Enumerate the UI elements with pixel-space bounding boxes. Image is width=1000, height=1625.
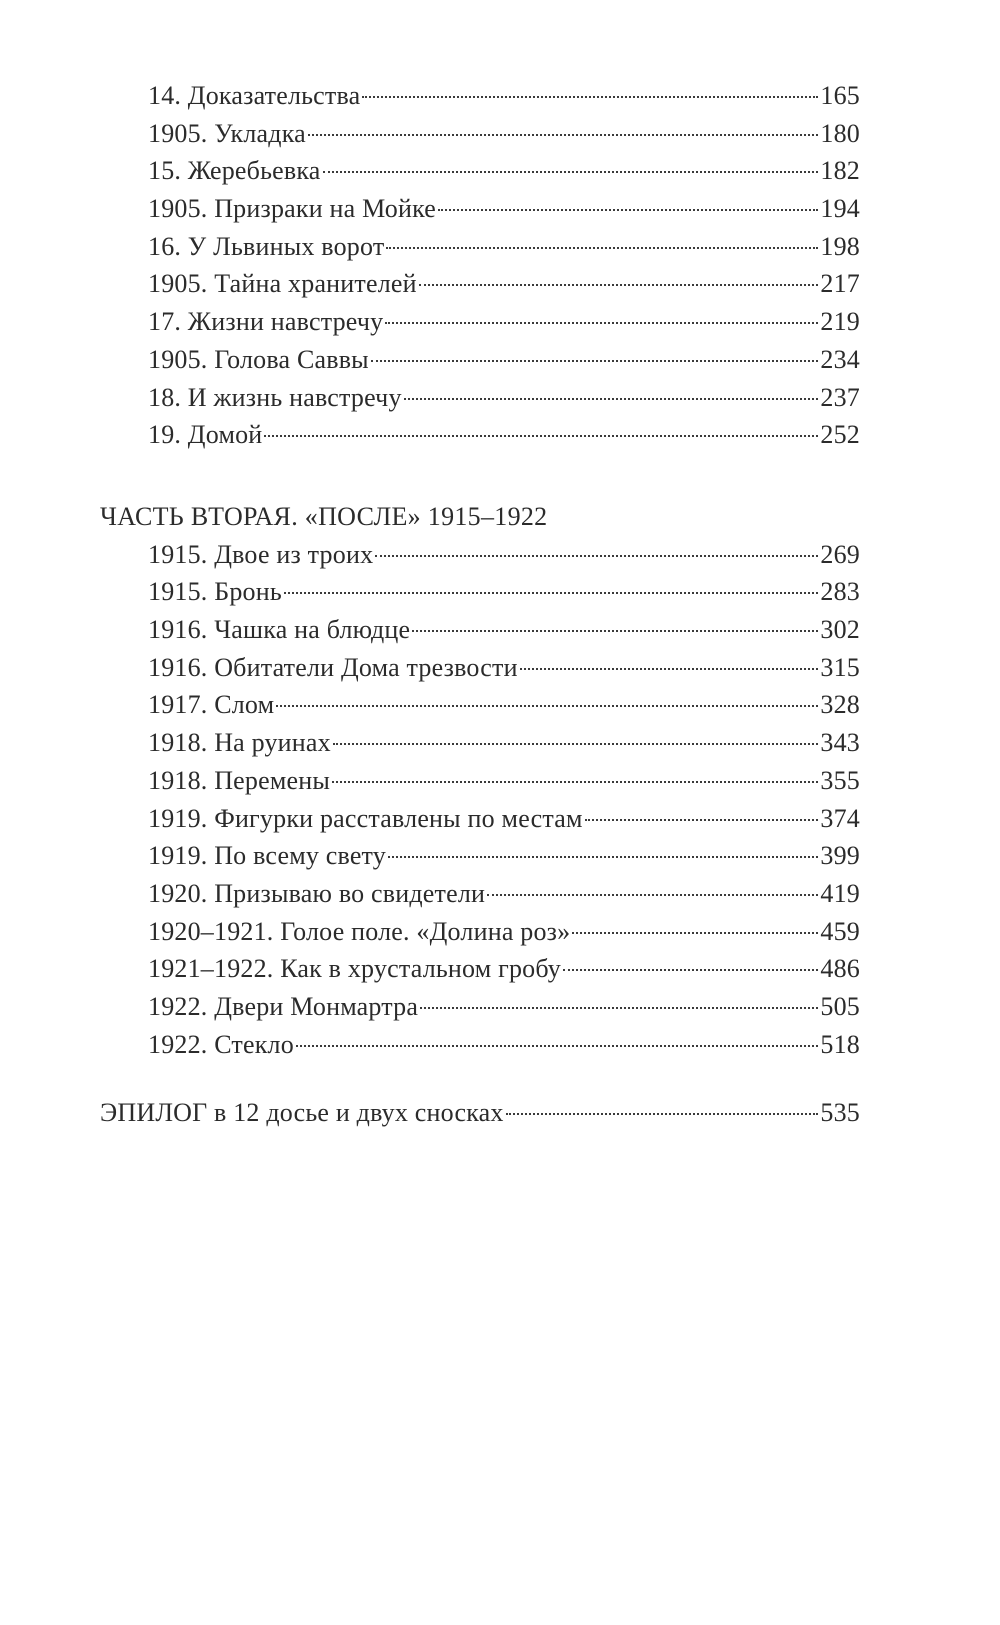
toc-entry-title: 18. И жизнь навстречу [148, 382, 402, 412]
toc-entry-page: 486 [820, 954, 860, 984]
toc-entry-page: 237 [820, 382, 860, 412]
toc-entry-title: 1918. Перемены [148, 765, 331, 795]
toc-entry-page: 234 [820, 344, 860, 374]
toc-entry [100, 950, 860, 988]
toc-dot-leader [388, 856, 818, 858]
toc-entry [100, 341, 860, 379]
toc-dot-leader [264, 435, 818, 437]
toc-entry-title: 1920. Призываю во свидетели [148, 878, 486, 908]
toc-dot-leader [375, 555, 818, 557]
toc-entry-page: 283 [820, 577, 860, 607]
toc-dot-leader [420, 1007, 818, 1009]
toc-entry-title: 1905. Укладка [148, 118, 306, 148]
toc-part-one-list [100, 77, 860, 454]
toc-entry-title: 14. Доказательства [148, 81, 361, 110]
toc-entry-page: 198 [820, 231, 860, 261]
toc-entry [100, 190, 860, 228]
toc-entry-page: 217 [820, 269, 860, 299]
toc-entry [100, 228, 860, 266]
toc-entry-page: 374 [820, 803, 860, 833]
toc-entry-title: 1921–1922. Как в хрустальном гробу [148, 954, 561, 984]
toc-entry [100, 536, 860, 574]
toc-entry [100, 379, 860, 417]
toc-entry [100, 611, 860, 649]
toc-entry [100, 800, 860, 838]
toc-dot-leader [371, 360, 819, 362]
toc-entry-page: 182 [820, 156, 860, 186]
toc-dot-leader [386, 247, 818, 249]
toc-entry-title: 1920–1921. Голое поле. «Долина роз» [148, 916, 571, 946]
toc-entry-page: 518 [820, 1029, 860, 1059]
toc-entry-title: 1905. Призраки на Мойке [148, 194, 437, 224]
toc-entry [100, 724, 860, 762]
toc-entry-title: 1922. Стекло [148, 1029, 294, 1059]
toc-dot-leader [506, 1113, 819, 1115]
toc-entry-page: 315 [820, 652, 860, 682]
toc-entry [100, 115, 860, 153]
toc-entry-title: 17. Жизни навстречу [148, 307, 384, 337]
toc-dot-leader [487, 894, 818, 896]
toc-entry-title: 1915. Двое из троих [148, 539, 374, 569]
toc-entry [100, 686, 860, 724]
toc-entry-page: 419 [820, 878, 860, 908]
toc-dot-leader [572, 932, 818, 934]
toc-entry-epilogue [100, 1094, 860, 1132]
toc-entry-title: 1915. Бронь [148, 577, 282, 607]
toc-dot-leader [276, 705, 818, 707]
toc-entry [100, 303, 860, 341]
toc-entry-page: 343 [820, 728, 860, 758]
toc-dot-leader [323, 171, 819, 173]
part-two-heading: ЧАСТЬ ВТОРАЯ. «ПОСЛЕ» 1915–1922 [100, 502, 548, 531]
toc-entry-page: 219 [820, 307, 860, 337]
toc-entry-page: 399 [820, 841, 860, 871]
toc-entry [100, 265, 860, 303]
toc-entry-page: 459 [820, 916, 860, 946]
toc-entry-page: 194 [820, 194, 860, 224]
toc-entry-page: 252 [820, 420, 860, 450]
toc-dot-leader [412, 630, 818, 632]
toc-dot-leader [332, 781, 818, 783]
toc-dot-leader [563, 969, 818, 971]
toc-entry-page: 328 [820, 690, 860, 720]
toc-dot-leader [585, 819, 819, 821]
toc-entry-page: 269 [820, 539, 860, 569]
toc-entry-title: 1905. Голова Саввы [148, 344, 369, 374]
toc-entry [100, 152, 860, 190]
toc-epilogue [100, 1094, 860, 1132]
toc-dot-leader [404, 398, 819, 400]
toc-entry [100, 913, 860, 951]
toc-entry-title: 1917. Слом [148, 690, 275, 720]
toc-entry-page: 535 [820, 1098, 860, 1127]
toc-entry [100, 837, 860, 875]
toc-entry-title: 1922. Двери Монмартра [148, 991, 419, 1021]
toc-dot-leader [419, 284, 819, 286]
toc-entry-title: 1919. Фигурки расставлены по местам [148, 803, 583, 833]
toc-entry-page: 165 [820, 81, 860, 110]
toc-entry [100, 573, 860, 611]
toc-dot-leader [284, 592, 818, 594]
toc-part-two [100, 498, 860, 1063]
toc-entry [100, 762, 860, 800]
toc-entry-title: 1916. Обитатели Дома трезвости [148, 652, 518, 682]
toc-entry-title: 15. Жеребьевка [148, 156, 321, 186]
toc-entry-title: 1916. Чашка на блюдце [148, 615, 411, 645]
toc-dot-leader [308, 134, 819, 136]
toc-entry-page: 505 [820, 991, 860, 1021]
toc-entry-page: 355 [820, 765, 860, 795]
toc-entry-title: ЭПИЛОГ в 12 досье и двух сносках [100, 1098, 504, 1127]
toc-entry-page: 302 [820, 615, 860, 645]
toc-dot-leader [333, 743, 819, 745]
toc-dot-leader [385, 322, 818, 324]
toc-entry-title: 16. У Львиных ворот [148, 231, 385, 261]
toc-entry-title: 1918. На руинах [148, 728, 331, 758]
toc-entry-title: 1905. Тайна хранителей [148, 269, 417, 299]
toc-entry [100, 416, 860, 454]
toc-entry-title: 19. Домой [148, 420, 263, 450]
toc-entry [100, 875, 860, 913]
toc-dot-leader [438, 209, 818, 211]
toc-dot-leader [362, 96, 818, 98]
toc-entry-page: 180 [820, 118, 860, 148]
toc-entry [100, 649, 860, 687]
toc-entry-title: 1919. По всему свету [148, 841, 386, 871]
toc-entry [100, 77, 860, 115]
toc-entry [100, 1026, 860, 1064]
toc-dot-leader [296, 1045, 818, 1047]
toc-entry [100, 988, 860, 1026]
toc-dot-leader [520, 668, 819, 670]
